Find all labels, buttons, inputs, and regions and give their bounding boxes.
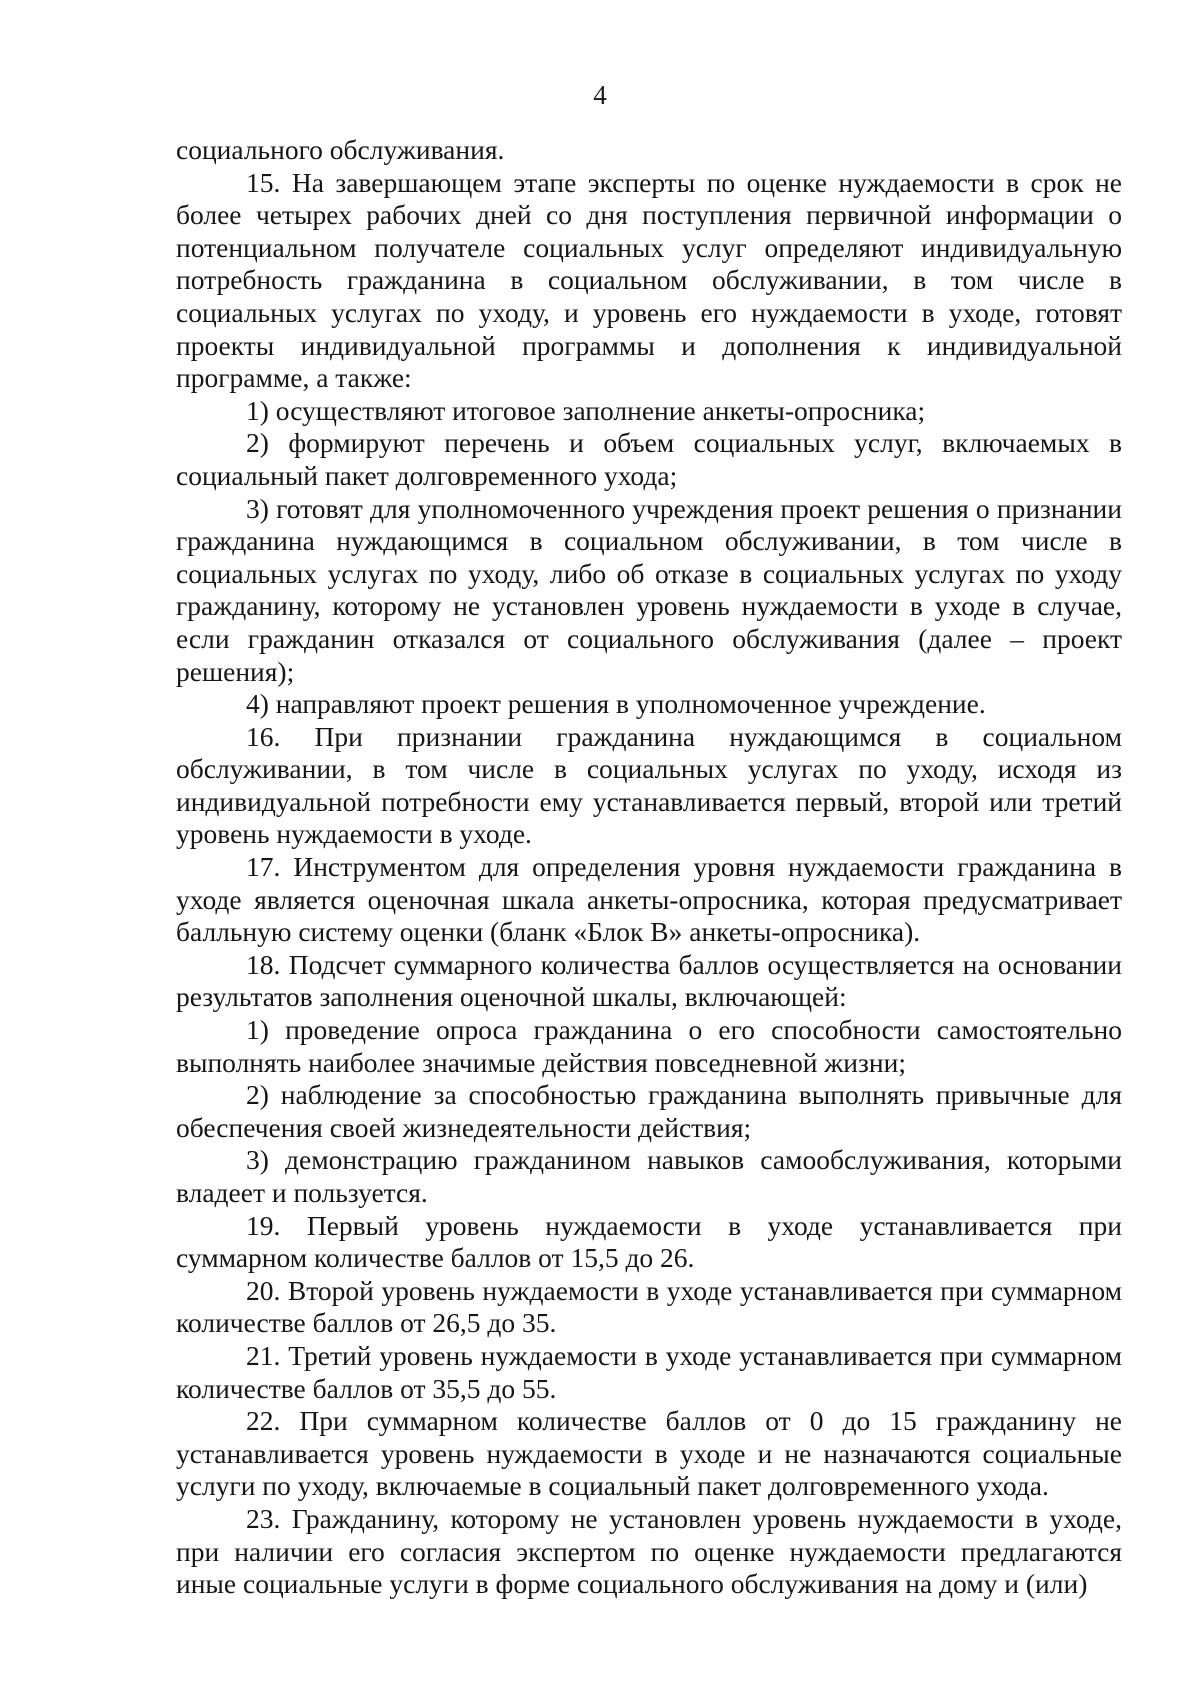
subitem-18-3: 3) демонстрацию гражданином навыков самообслуживания, которыми владеет и пользуется. — [176, 1144, 1122, 1208]
paragraph-continuation: социального обслуживания. — [176, 134, 505, 165]
paragraph-item-19: 19. Первый уровень нуждаемости в уходе устанавливается при суммарном количестве баллов от 15,5 до 26. — [176, 1209, 1122, 1274]
paragraph-item-15: 15. На завершающем этапе эксперты по оценке нуждаемости в срок не более четырех рабочих дней со дня поступления первичной информации о потенциальном получателе социальных услуг определяют индивидуальную потребность гражданина в социальном обслуживании, в том числе в социальных услугах по уходу, и уровень его нуждаемости в уходе, готовят проекты индивидуальной программы и дополнения к индивидуальной программе, а также: — [176, 166, 1122, 394]
subitem-15-1: 1) осуществляют итоговое заполнение анкеты-опросника; — [246, 394, 926, 426]
paragraph-item-18: 18. Подсчет суммарного количества баллов осуществляется на основании результатов заполнения оценочной шкалы, включающей: — [176, 948, 1122, 1013]
subitem-15-3: 3) готовят для уполномоченного учреждения проект решения о признании гражданина нуждающимся в социальном обслуживании, в том числе в социальных услугах по уходу, либо об отказе в социальных услугах по уходу гражданину, которому не установлен уровень нуждаемости в уходе в случае, если гражданин отказался от социального обслуживания (далее – проект решения); — [176, 492, 1122, 687]
paragraph-item-20: 20. Второй уровень нуждаемости в уходе устанавливается при суммарном количестве баллов от 26,5 до 35. — [176, 1274, 1122, 1339]
subitem-18-2: 2) наблюдение за способностью гражданина выполнять привычные для обеспечения своей жизнедеятельности действия; — [176, 1079, 1122, 1143]
paragraph-item-23: 23. Гражданину, которому не установлен уровень нуждаемости в уходе, при наличии его согласия экспертом по оценке нуждаемости предлагаются иные социальные услуги в форме социального обслуживания на дому и (или) — [176, 1502, 1122, 1600]
subitem-18-1: 1) проведение опроса гражданина о его способности самостоятельно выполнять наиболее значимые действия повседневной жизни; — [176, 1014, 1122, 1078]
paragraph-item-17: 17. Инструментом для определения уровня нуждаемости гражданина в уходе является оценочная шкала анкеты-опросника, которая предусматривает балльную систему оценки (бланк «Блок В» анкеты-опросника). — [176, 851, 1122, 948]
paragraph-item-22: 22. При суммарном количестве баллов от 0 до 15 гражданину не устанавливается уровень нуждаемости в уходе и не назначаются социальные услуги по уходу, включаемые в социальный пакет долговременного ухода. — [176, 1405, 1122, 1502]
paragraph-item-21: 21. Третий уровень нуждаемости в уходе устанавливается при суммарном количестве баллов от 35,5 до 55. — [176, 1339, 1122, 1404]
document-body — [176, 134, 1122, 1601]
page-number: 4 — [593, 80, 607, 110]
paragraph-item-16: 16. При признании гражданина нуждающимся в социальном обслуживании, в том числе в социальных услугах по уходу, исходя из индивидуальной потребности ему устанавливается первый, второй или третий уровень нуждаемости в уходе. — [176, 720, 1122, 850]
subitem-15-2: 2) формируют перечень и объем социальных услуг, включаемых в социальный пакет долговременного ухода; — [176, 427, 1122, 491]
subitem-15-4: 4) направляют проект решения в уполномоченное учреждение. — [246, 688, 986, 720]
